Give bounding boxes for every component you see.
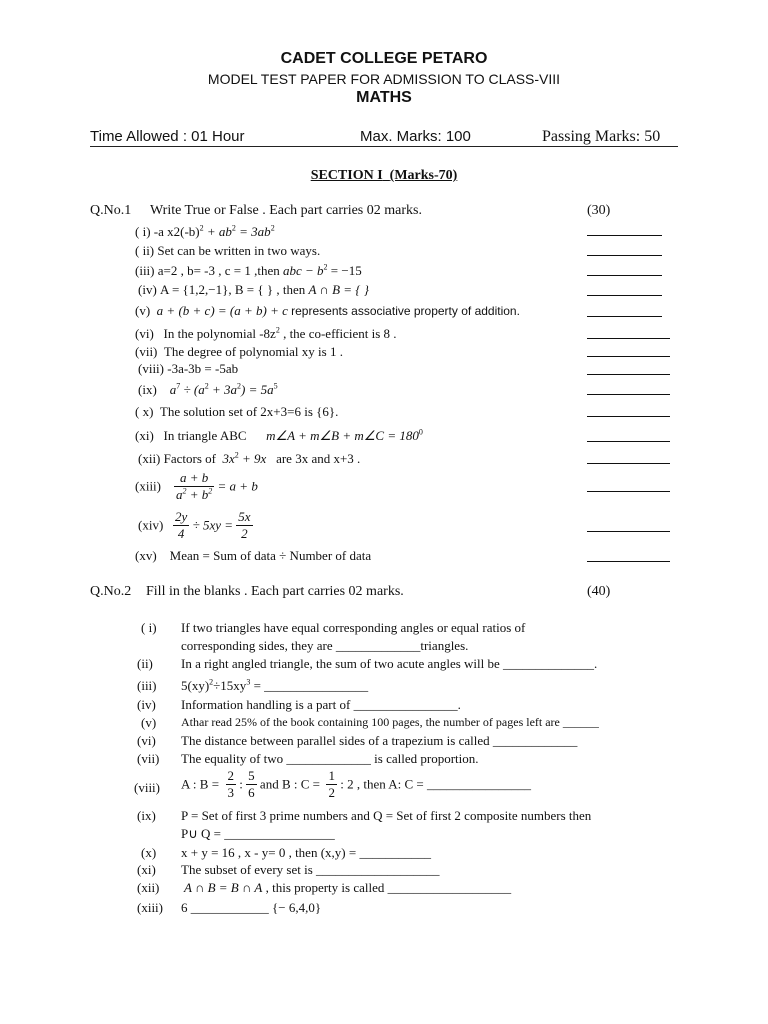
- q2-num-iv: (iv): [137, 697, 156, 712]
- q2-item-xi: The subset of every set is ___________________: [181, 862, 440, 877]
- q1-label: Q.No.1: [90, 203, 132, 218]
- q1-item-vii: (vii) The degree of polynomial xy is 1 .: [135, 344, 343, 359]
- answer-blank-xiv[interactable]: [587, 531, 670, 532]
- q2-num-xiii: (xiii): [137, 900, 163, 915]
- answer-blank-vi[interactable]: [587, 338, 670, 339]
- q2-num-viii: (viii): [134, 780, 160, 795]
- q1-item-viii: (viii) -3a-3b = -5ab: [138, 361, 239, 376]
- q2-num-vii: (vii): [137, 751, 160, 766]
- paper-subtitle: MODEL TEST PAPER FOR ADMISSION TO CLASS-VIII: [207, 71, 561, 87]
- answer-blank-vii[interactable]: [587, 356, 670, 357]
- q2-num-ii: (ii): [137, 656, 153, 671]
- q2-num-vi: (vi): [137, 733, 156, 748]
- q1-item-ii: ( ii) Set can be written in two ways.: [135, 243, 321, 258]
- q1-item-xiii: (xiii) $\frac{a + b}{a^2 + b^2}$ = a + b: [135, 470, 258, 502]
- q1-item-v: (v) a + (b + c) = (a + b) + c represents associative property of addition.: [135, 303, 520, 318]
- q1-item-ix: (ix) $a^7 \div (a^2 + 3a^2) = 5a^5$: [138, 381, 278, 397]
- answer-blank-x[interactable]: [587, 416, 670, 417]
- q2-marks: (40): [587, 584, 611, 599]
- q2-item-i-line2: corresponding sides, they are _____________triangles.: [181, 638, 469, 653]
- q2-label: Q.No.2: [90, 584, 132, 599]
- answer-blank-iv[interactable]: [587, 295, 662, 296]
- answer-blank-i[interactable]: [587, 235, 662, 236]
- answer-blank-ix[interactable]: [587, 394, 670, 395]
- answer-blank-iii[interactable]: [587, 275, 662, 276]
- q1-item-i: ( i) -a $x2(-b)^2 + ab^2 = 3ab^2$: [135, 223, 275, 239]
- q2-num-x: (x): [141, 845, 157, 860]
- q2-item-v: Athar read 25% of the book containing 100 pages, the number of pages left are ______: [181, 715, 599, 729]
- header-divider: [90, 146, 678, 147]
- q1-item-xi: (xi) In triangle ABC m∠A + m∠B + m∠C = $180^0$: [135, 427, 423, 443]
- answer-blank-xv[interactable]: [587, 561, 670, 562]
- q2-num-iii: (iii): [137, 678, 157, 693]
- q2-num-i: ( i): [141, 620, 157, 635]
- q2-num-v: (v): [141, 715, 157, 730]
- q2-item-iii: $5(xy)^2\div 15xy^3$ = ________________: [181, 677, 369, 693]
- q2-item-ii: In a right angled triangle, the sum of two acute angles will be ______________.: [181, 656, 598, 671]
- q1-item-xiv: (xiv) $\frac{2y}{4}$ ÷ 5xy = $\frac{5x}{2}$: [138, 509, 251, 541]
- section-heading: [0, 168, 768, 184]
- college-name: CADET COLLEGE PETARO: [280, 50, 488, 67]
- q2-item-ix-line2: P∪ Q = _________________: [181, 826, 335, 841]
- q2-item-xiii: 6 ____________ {− 6,4,0}: [181, 900, 322, 915]
- q1-item-xv: (xv) Mean = Sum of data ÷ Number of data: [135, 548, 372, 563]
- section-title: SECTION I: [310, 168, 383, 183]
- q2-instruction: Fill in the blanks . Each part carries 02 marks.: [146, 584, 404, 599]
- answer-blank-xi[interactable]: [587, 441, 670, 442]
- subject-title: MATHS: [356, 89, 412, 106]
- q1-item-iv: (iv) A = {1,2,−1}, B = { } , then A ∩ B = { }: [138, 282, 369, 297]
- q2-item-vii: The equality of two _____________ is called proportion.: [181, 751, 479, 766]
- q1-marks: (30): [587, 203, 611, 218]
- q2-item-x: x + y = 16 , x - y= 0 , then (x,y) = ___________: [181, 845, 431, 860]
- q2-item-i-line1: If two triangles have equal corresponding angles or equal ratios of: [181, 620, 526, 635]
- q2-item-viii: A : B = $\frac{2}{3}$ : $\frac{5}{6}$ and B : C = $\frac{1}{2}$ : 2 , then A: C = ________________: [181, 768, 532, 800]
- max-marks: Max. Marks: 100: [360, 128, 471, 145]
- q2-num-xii: (xii): [137, 880, 160, 895]
- answer-blank-xiii[interactable]: [587, 491, 670, 492]
- answer-blank-v[interactable]: [587, 316, 662, 317]
- passing-marks: Passing Marks: 50: [542, 128, 661, 145]
- q2-item-iv: Information handling is a part of ________________.: [181, 697, 461, 712]
- q2-num-ix: (ix): [137, 808, 156, 823]
- q2-item-xii: A ∩ B = B ∩ A , this property is called ___________________: [184, 880, 512, 895]
- q1-item-xii: (xii) Factors of $3x^2 + 9x$ are 3x and x+3 .: [138, 450, 361, 466]
- q2-item-vi: The distance between parallel sides of a trapezium is called _____________: [181, 733, 578, 748]
- q1-item-iii: (iii) a=2 , b= -3 , c = 1 ,then abc − $b^2 = -15$: [135, 262, 362, 278]
- q1-item-x: ( x) The solution set of 2x+3=6 is {6}.: [135, 404, 339, 419]
- q2-item-ix-line1: P = Set of first 3 prime numbers and Q = Set of first 2 composite numbers then: [181, 808, 592, 823]
- answer-blank-ii[interactable]: [587, 255, 662, 256]
- answer-blank-xii[interactable]: [587, 463, 670, 464]
- section-marks: (Marks-70): [389, 168, 458, 183]
- time-allowed: Time Allowed : 01 Hour: [90, 128, 245, 145]
- q1-item-vi: (vi) In the polynomial $-8z^2$ , the co-efficient is 8 .: [135, 325, 397, 341]
- answer-blank-viii[interactable]: [587, 374, 670, 375]
- q2-num-xi: (xi): [137, 862, 156, 877]
- q1-instruction: Write True or False . Each part carries 02 marks.: [150, 203, 422, 218]
